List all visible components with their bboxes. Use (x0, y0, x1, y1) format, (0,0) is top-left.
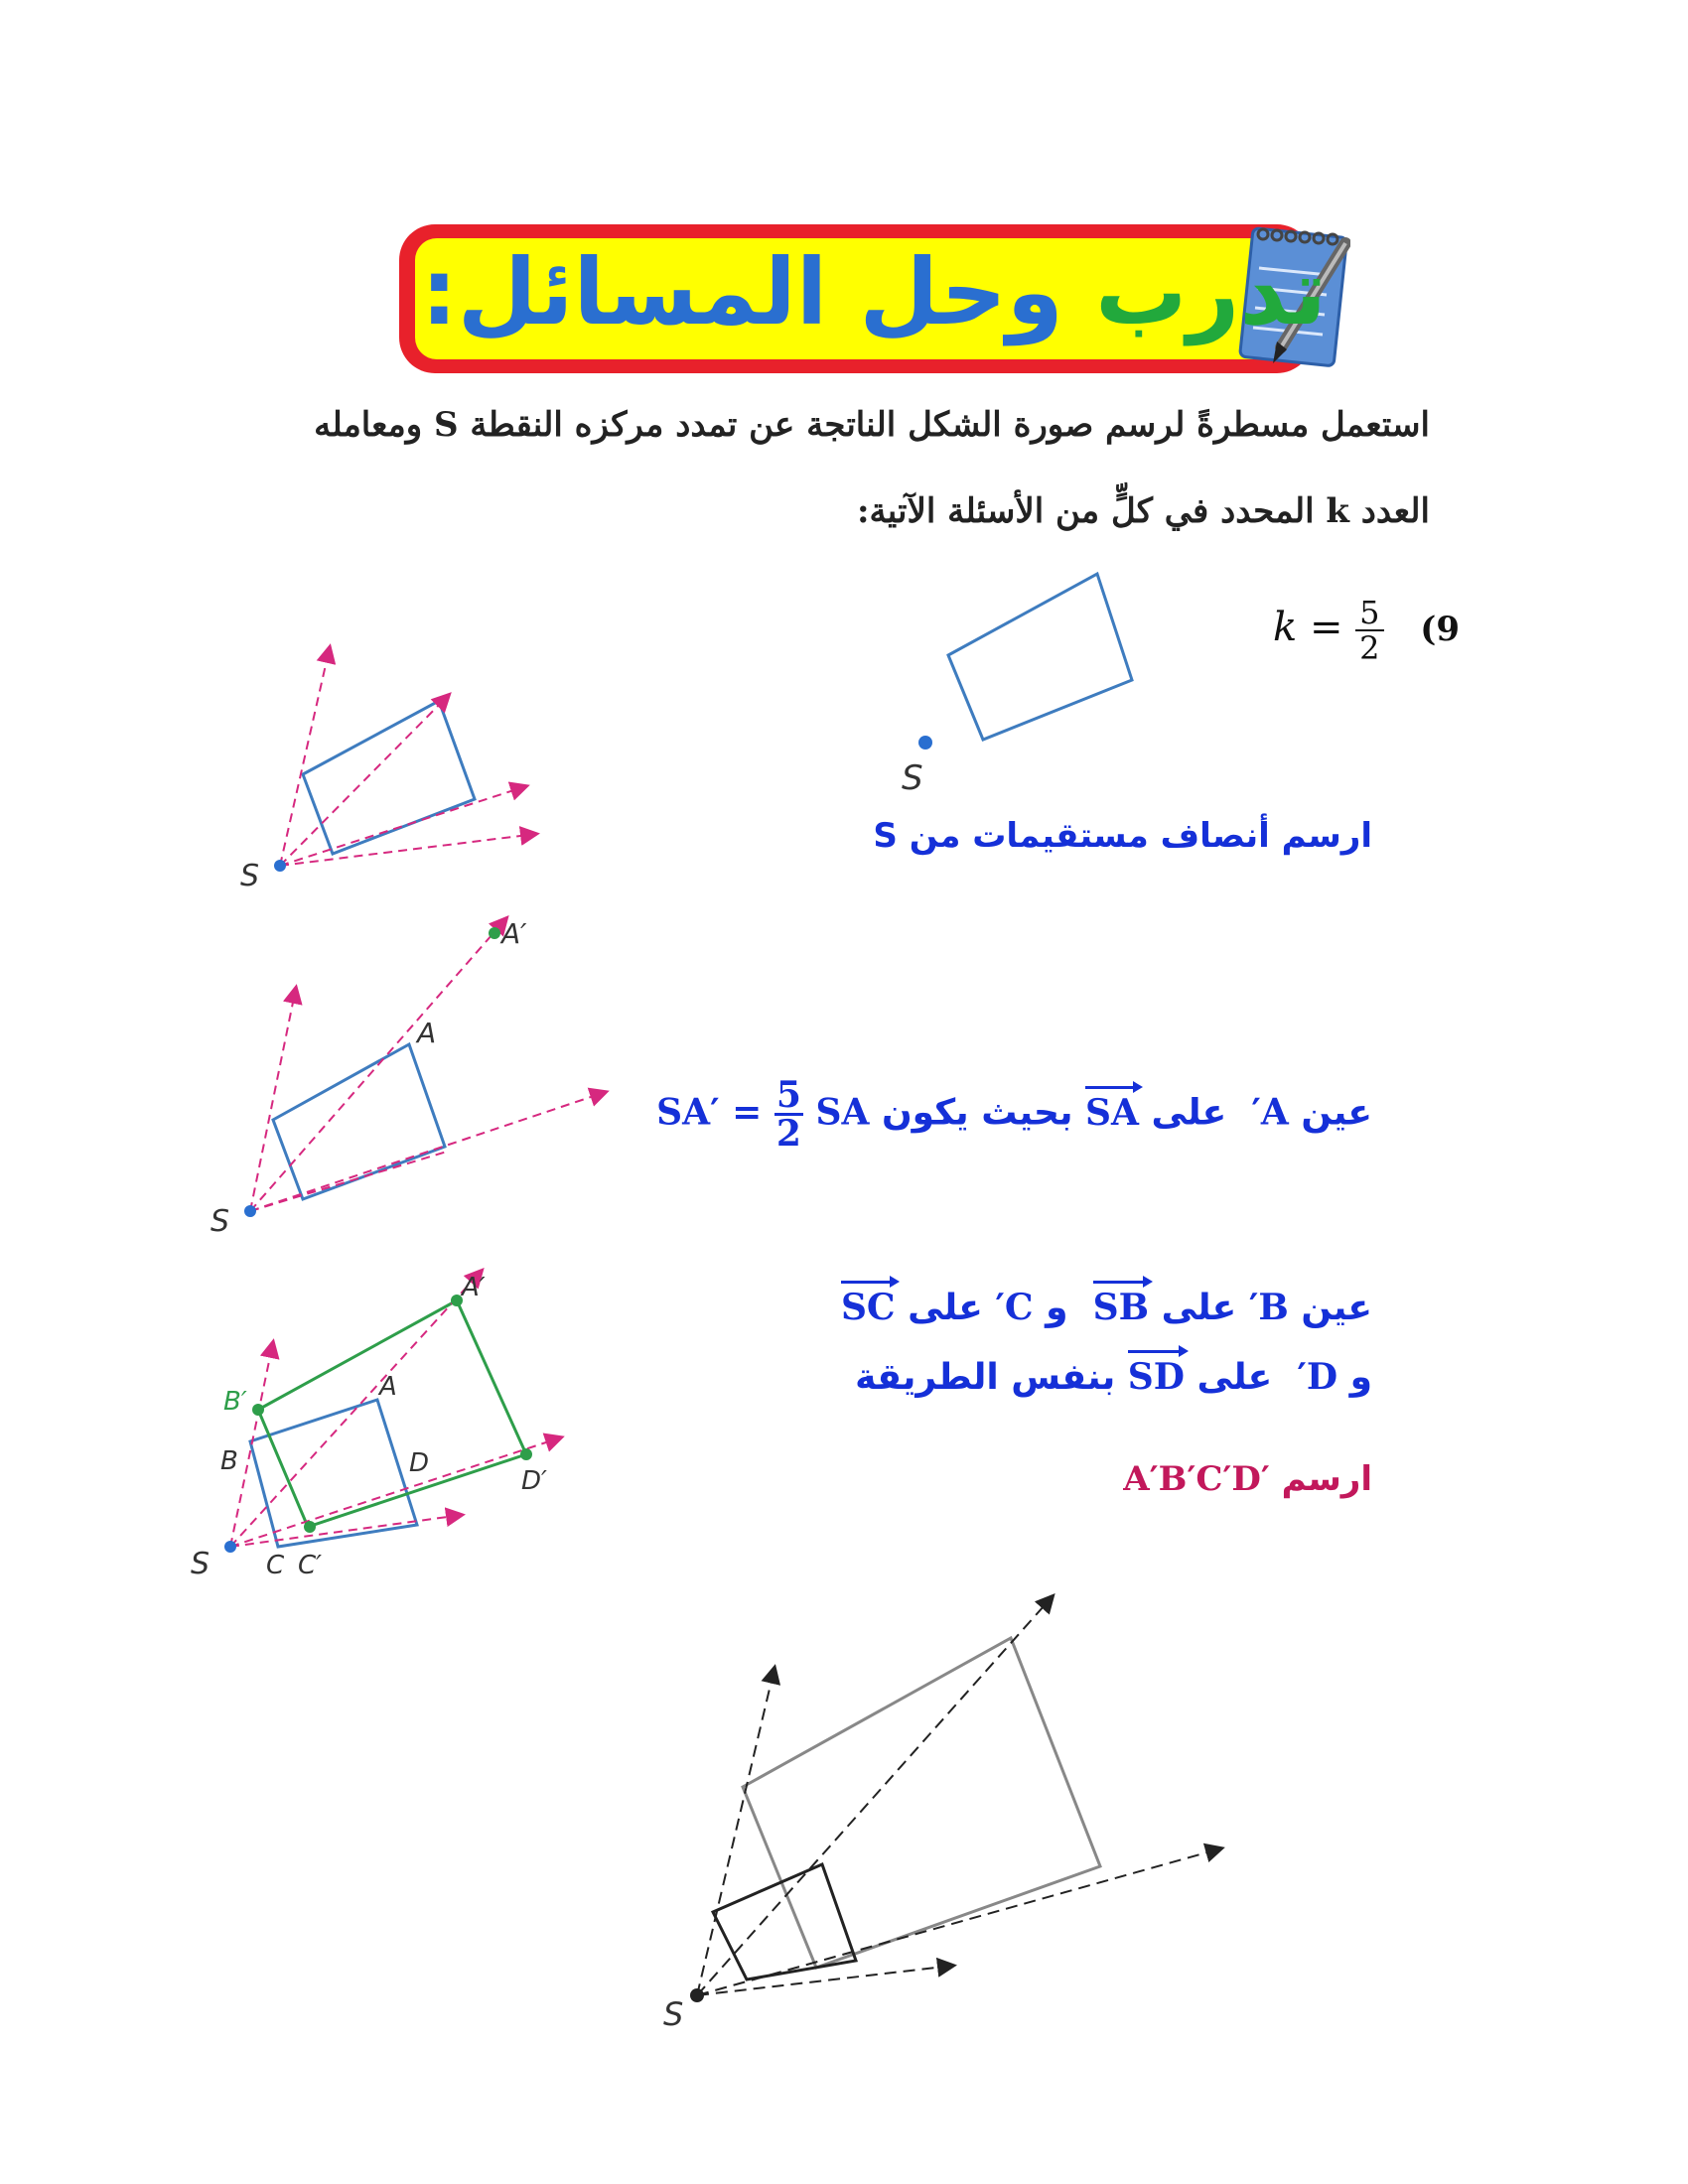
intro-line-1: استعمل مسطرةً لرسم صورة الشكل الناتجة عن تمدد مركزه النقطة S ومعامله (314, 405, 1430, 445)
question-number: (9 (1420, 610, 1460, 649)
figure-labeled-image (179, 1231, 596, 1588)
step3-and: و (1046, 1288, 1068, 1328)
banner-title-part1: تدرب (1094, 239, 1328, 345)
fig2-label-a-prime: A′ (501, 917, 527, 950)
step2-lhs: SA′ = (656, 1091, 763, 1134)
step3-vector-sd: SD (1128, 1350, 1185, 1398)
question-label (1273, 596, 1460, 665)
fig3-label-c-prime: C′ (298, 1551, 323, 1580)
step2-fraction (774, 1074, 803, 1155)
original-quadrilateral (948, 574, 1132, 740)
step2-num: 5 (775, 1074, 801, 1116)
banner-title (397, 218, 1350, 377)
step3-line1 (841, 1281, 1372, 1328)
k-denominator: 2 (1359, 629, 1380, 667)
step3-vector-sc: SC (841, 1281, 896, 1328)
fig3-label-d: D (409, 1448, 430, 1478)
step2-point: A′ (1251, 1091, 1289, 1134)
step3-line2-and: و (1349, 1357, 1372, 1398)
step1-text: ارسم أنصاف مستقيمات من S (873, 816, 1372, 856)
fig2-label-a: A (417, 1017, 437, 1049)
step2-den: 2 (775, 1113, 801, 1155)
figure-rays (228, 635, 556, 913)
step3-on2: على (908, 1288, 983, 1328)
step2-equation (656, 1074, 870, 1155)
fig3-label-b-prime: B′ (223, 1387, 247, 1417)
step2-on: على (1151, 1092, 1227, 1134)
step4-label: ارسم (1281, 1459, 1372, 1499)
k-fraction (1355, 596, 1383, 665)
fig3-label-b: B (220, 1446, 238, 1476)
figure-final-answer (635, 1578, 1251, 2055)
step3-on3: على (1196, 1357, 1273, 1398)
fig3-label-a-prime: A′ (462, 1273, 486, 1302)
step3-on1: على (1161, 1288, 1237, 1328)
center-label-s: S (902, 758, 923, 798)
intro-line-2: العدد k المحدد في كلٍّ من الأسئلة الآتية: (856, 491, 1430, 531)
step2-rhs: SA (815, 1091, 870, 1134)
fig3-label-a: A (379, 1372, 397, 1402)
step2-vector: SA (1085, 1086, 1139, 1134)
fig3-label-s: S (191, 1547, 211, 1581)
question-figure (874, 556, 1172, 814)
step3-prefix: عين (1301, 1288, 1372, 1328)
step3-vector-sb: SB (1093, 1281, 1149, 1328)
fig3-label-d-prime: D′ (521, 1466, 547, 1496)
step3-c-prime: C′ (995, 1287, 1034, 1328)
k-label: k = (1272, 605, 1343, 650)
step4-shape: A′B′C′D′ (1123, 1459, 1270, 1499)
banner-title-part2: وحل المسائل: (420, 239, 1063, 345)
fig1-label-s: S (240, 859, 260, 893)
section-banner (397, 218, 1350, 377)
step3-line2 (855, 1350, 1372, 1398)
fig4-label-s: S (663, 1995, 684, 2033)
step3-same-way: بنفس الطريقة (855, 1357, 1116, 1398)
fig2-label-s: S (211, 1204, 230, 1239)
step3-d-prime: D′ (1297, 1356, 1338, 1398)
fig3-label-c: C (266, 1551, 285, 1580)
k-numerator: 5 (1355, 596, 1383, 631)
step4-text (1123, 1459, 1372, 1499)
center-point-s (918, 736, 932, 750)
step2-such: بحيث يكون (881, 1092, 1073, 1134)
step2-text (656, 1074, 1372, 1155)
step2-prefix: عين (1301, 1092, 1372, 1134)
step3-b-prime: B′ (1248, 1287, 1289, 1328)
figure-a-prime (199, 903, 626, 1241)
